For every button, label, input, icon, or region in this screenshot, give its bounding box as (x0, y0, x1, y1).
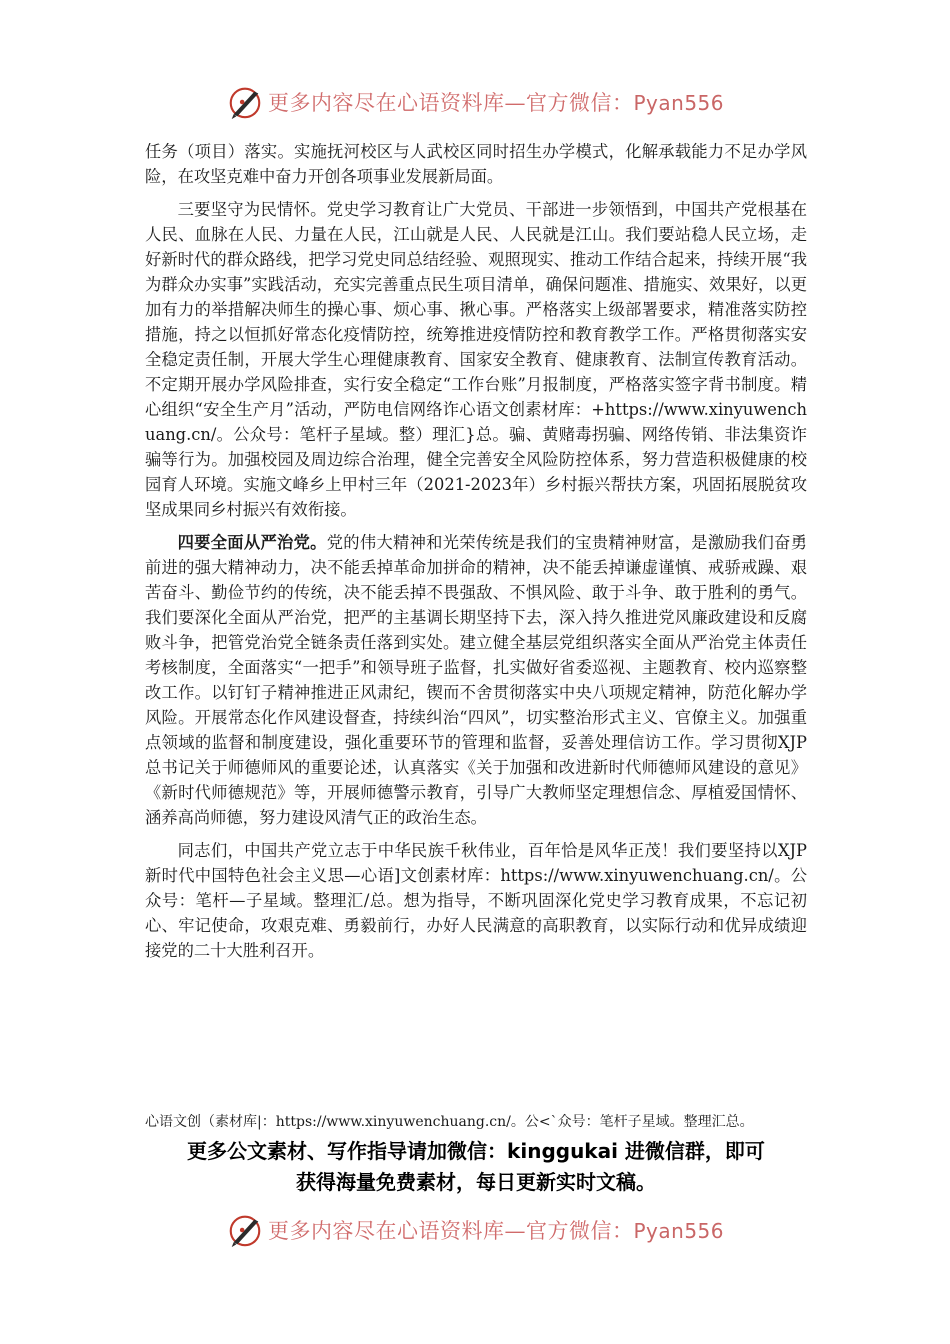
pen-logo-icon (226, 83, 264, 121)
source-line: 心语文创（素材库|：https://www.xinyuwenchuang.cn/。公<`众号：笔杆子星域。整理汇总。 (145, 1114, 754, 1130)
promo-line-2: 获得海量免费素材，每日更新实时文稿。 (296, 1170, 656, 1194)
pen-logo-icon (226, 1211, 264, 1249)
paragraph-1: 任务（项目）落实。实施抚河校区与人武校区同时招生办学模式，化解承载能力不足办学风险，在攻坚克难中奋力开创各项事业发展新局面。 (145, 142, 807, 186)
footer-banner-text: 更多内容尽在心语资料库—官方微信：Pyan556 (267, 1219, 724, 1243)
document-body (145, 139, 807, 963)
footer-banner (0, 1208, 950, 1252)
promo-line-1: 更多公文素材、写作指导请加微信：kinggukai 进微信群，即可 (187, 1139, 765, 1163)
paragraph-3 (145, 530, 807, 830)
paragraph-2: 三要坚守为民情怀。党史学习教育让广大党员、干部进一步领悟到，中国共产党根基在人民、血脉在人民、力量在人民，江山就是人民、人民就是江山。我们要站稳人民立场，走好新时代的群众路线，把学习党史同总结经验、观照现实、推动工作结合起来，持续开展“我为群众办实事”实践活动，充实完善重点民生项目清单，确保问题准、措施实、效果好，以更加有力的举措解决师生的操心事、烦心事、揪心事。严格落实上级部署要求，精准落实防控措施，持之以恒抓好常态化疫情防控，统筹推进疫情防控和教育教学工作。严格贯彻落实安全稳定责任制，开展大学生心理健康教育、国家安全教育、健康教育、法制宣传教育活动。不定期开展办学风险排查，实行安全稳定“工作台账”月报制度，严格落实签字背书制度。精心组织“安全生产月”活动，严防电信网络诈心语文创素材库：+https://www.xinyuwenchuang.cn/。公众号：笔杆子星域。整）理汇}总。骗、黄赌毒拐骗、网络传销、非法集资诈骗等行为。加强校园及周边综合治理，健全完善安全风险防控体系，努力营造积极健康的校园育人环境。实施文峰乡上甲村三年（2021-2023年）乡村振兴帮扶方案，巩固拓展脱贫攻坚成果同乡村振兴有效衔接。 (145, 200, 807, 519)
paragraph-3-lead: 四要全面从严治党。 (177, 533, 327, 552)
header-banner (0, 80, 950, 124)
promo-block (145, 1136, 807, 1198)
paragraph-3-text: 党的伟大精神和光荣传统是我们的宝贵精神财富，是激励我们奋勇前进的强大精神动力，决不能丢掉革命加拼命的精神，决不能丢掉谦虚谨慎、戒骄戒躁、艰苦奋斗、勤俭节约的传统，决不能丢掉不畏强敌、不惧风险、敢于斗争、敢于胜利的勇气。我们要深化全面从严治党，把严的主基调长期坚持下去，深入持久推进党风廉政建设和反腐败斗争，把管党治党全链条责任落到实处。建立健全基层党组织落实全面从严治党主体责任考核制度，全面落实“一把手”和领导班子监督，扎实做好省委巡视、主题教育、校内巡察整改工作。以钉钉子精神推进正风肃纪，锲而不舍贯彻落实中央八项规定精神，防范化解办学风险。开展常态化作风建设督查，持续纠治“四风”，切实整治形式主义、官僚主义。加强重点领域的监督和制度建设，强化重要环节的管理和监督，妥善处理信访工作。学习贯彻XJP总书记关于师德师风的重要论述，认真落实《关于加强和改进新时代师德师风建设的意见》《新时代师德规范》等，开展师德警示教育，引导广大教师坚定理想信念、厚植爱国情怀、涵养高尚师德，努力建设风清气正的政治生态。 (145, 533, 807, 827)
header-banner-text: 更多内容尽在心语资料库—官方微信：Pyan556 (267, 91, 724, 115)
header-banner-brand: Pyan556 (633, 91, 724, 115)
paragraph-4: 同志们，中国共产党立志于中华民族千秋伟业，百年恰是风华正茂！我们要坚持以XJP新时代中国特色社会主义思—心语]文创素材库：https://www.xinyuwenchuang.cn/。公众号：笔杆—子星域。整理汇/总。想为指导，不断巩固深化党史学习教育成果，不忘记初心、牢记使命，攻艰克难、勇毅前行，办好人民满意的高职教育，以实际行动和优异成绩迎接党的二十大胜利召开。 (145, 841, 807, 960)
footer-banner-brand: Pyan556 (633, 1219, 724, 1243)
